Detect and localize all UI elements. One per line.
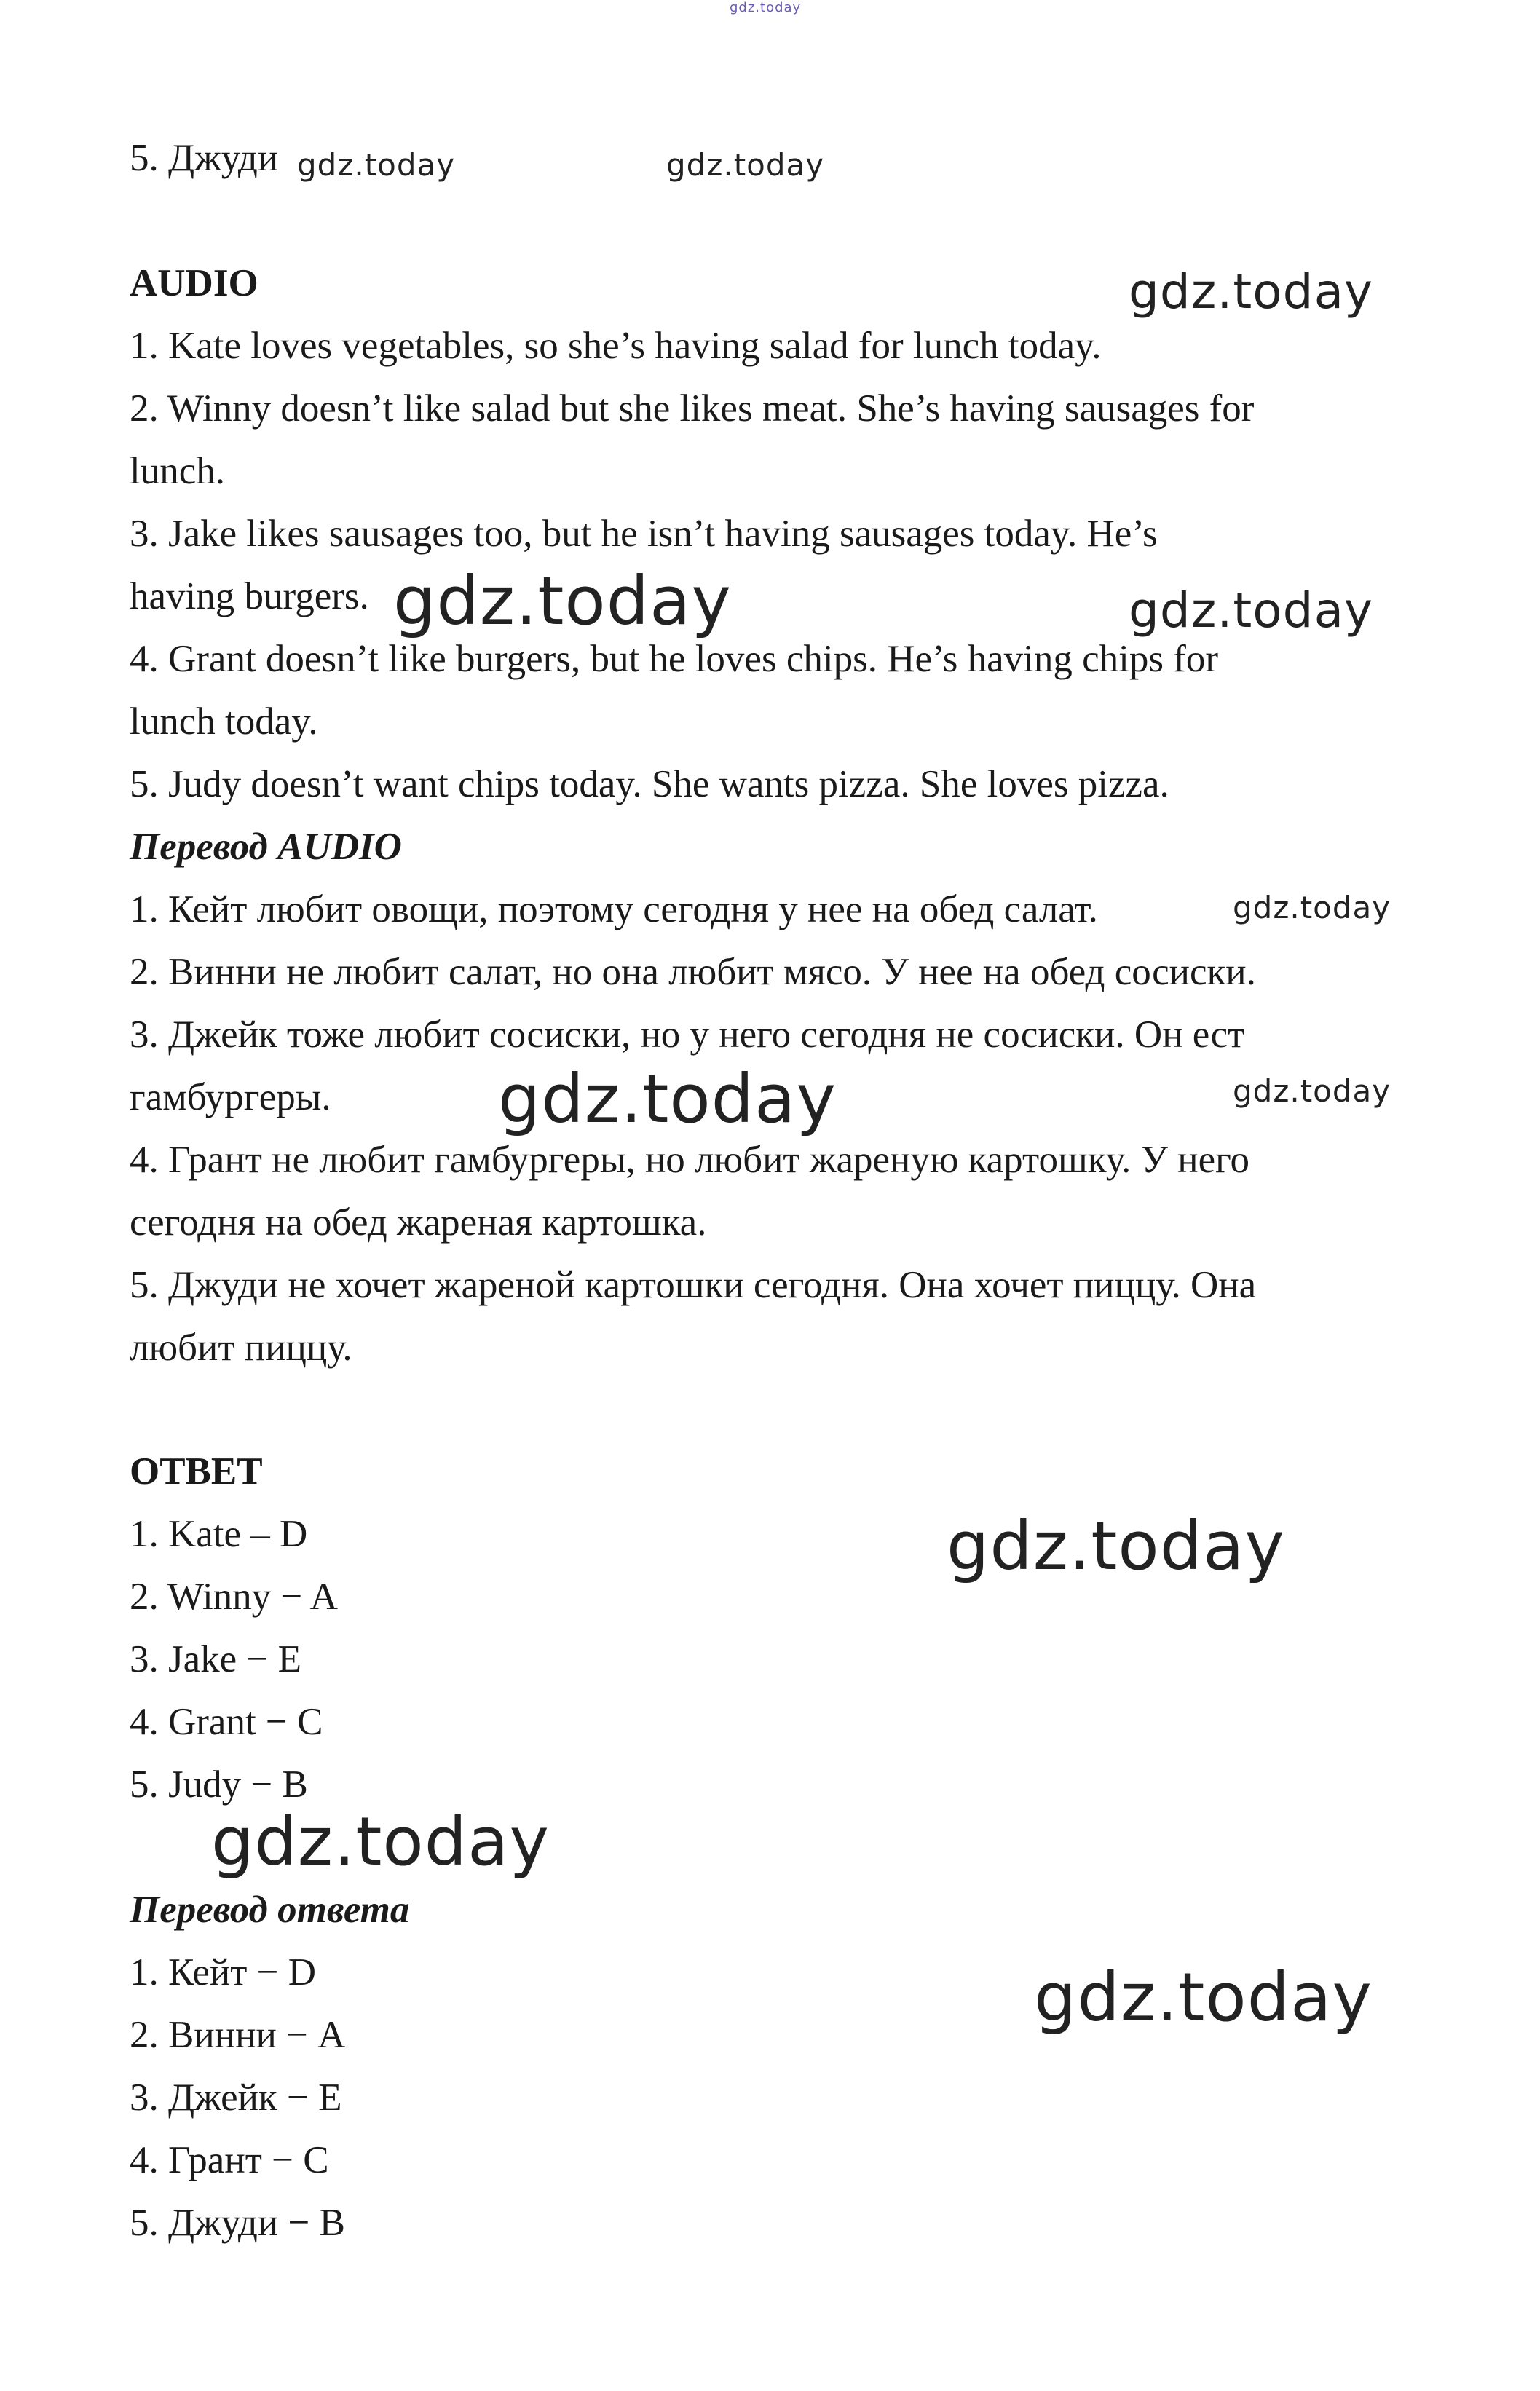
audio-line: 1. Kate loves vegetables, so she’s having salad for lunch today.: [130, 325, 1102, 367]
audio-line: 2. Winny doesn’t like salad but she likes meat. She’s having sausages for: [130, 387, 1255, 430]
audio-line: 3. Jake likes sausages too, but he isn’t having sausages today. He’s: [130, 513, 1158, 555]
answer-translation-heading: Перевод ответа: [130, 1889, 410, 1931]
top-item: 5. Джуди: [130, 137, 279, 179]
watermark: gdz.today: [947, 1507, 1285, 1585]
answer-line: 3. Jake − E: [130, 1638, 301, 1680]
audio-translation-line: гамбургеры.: [130, 1076, 331, 1118]
watermark: gdz.today: [498, 1060, 837, 1138]
audio-line: 5. Judy doesn’t want chips today. She wants pizza. She loves pizza.: [130, 763, 1169, 805]
audio-translation-line: любит пиццу.: [130, 1327, 352, 1369]
audio-line: lunch.: [130, 450, 225, 492]
watermark: gdz.today: [297, 147, 456, 183]
audio-line: 4. Grant doesn’t like burgers, but he loves chips. He’s having chips for: [130, 638, 1219, 680]
audio-translation-line: 2. Винни не любит салат, но она любит мясо. У нее на обед сосиски.: [130, 951, 1256, 993]
watermark: gdz.today: [211, 1803, 550, 1881]
audio-translation-line: 5. Джуди не хочет жареной картошки сегодня. Она хочет пиццу. Она: [130, 1264, 1257, 1306]
watermark: gdz.today: [1129, 264, 1374, 320]
watermark-top: gdz.today: [730, 0, 802, 15]
watermark: gdz.today: [393, 562, 732, 640]
answer-translation-line: 5. Джуди − B: [130, 2202, 346, 2244]
answer-line: 4. Grant − C: [130, 1701, 323, 1743]
watermark: gdz.today: [1034, 1959, 1373, 2036]
watermark: gdz.today: [1233, 890, 1391, 925]
answer-translation-line: 4. Грант − C: [130, 2139, 329, 2181]
watermark: gdz.today: [1129, 582, 1374, 639]
audio-translation-line: 3. Джейк тоже любит сосиски, но у него сегодня не сосиски. Он ест: [130, 1013, 1245, 1056]
watermark: gdz.today: [1233, 1073, 1391, 1109]
audio-translation-line: 4. Грант не любит гамбургеры, но любит жареную картошку. У него: [130, 1139, 1250, 1181]
audio-line: lunch today.: [130, 700, 318, 743]
audio-translation-line: 1. Кейт любит овощи, поэтому сегодня у нее на обед салат.: [130, 888, 1098, 930]
answer-line: 1. Kate – D: [130, 1513, 308, 1555]
answer-translation-line: 1. Кейт − D: [130, 1951, 317, 1993]
audio-heading: AUDIO: [130, 262, 258, 304]
audio-translation-heading: Перевод AUDIO: [130, 826, 402, 868]
answer-heading: ОТВЕТ: [130, 1450, 263, 1493]
answer-line: 2. Winny − A: [130, 1576, 338, 1618]
audio-translation-line: сегодня на обед жареная картошка.: [130, 1201, 707, 1244]
watermark: gdz.today: [666, 147, 825, 183]
answer-translation-line: 2. Винни − A: [130, 2014, 346, 2056]
audio-line: having burgers.: [130, 575, 369, 617]
answer-line: 5. Judy − B: [130, 1763, 308, 1806]
answer-translation-line: 3. Джейк − E: [130, 2076, 342, 2119]
